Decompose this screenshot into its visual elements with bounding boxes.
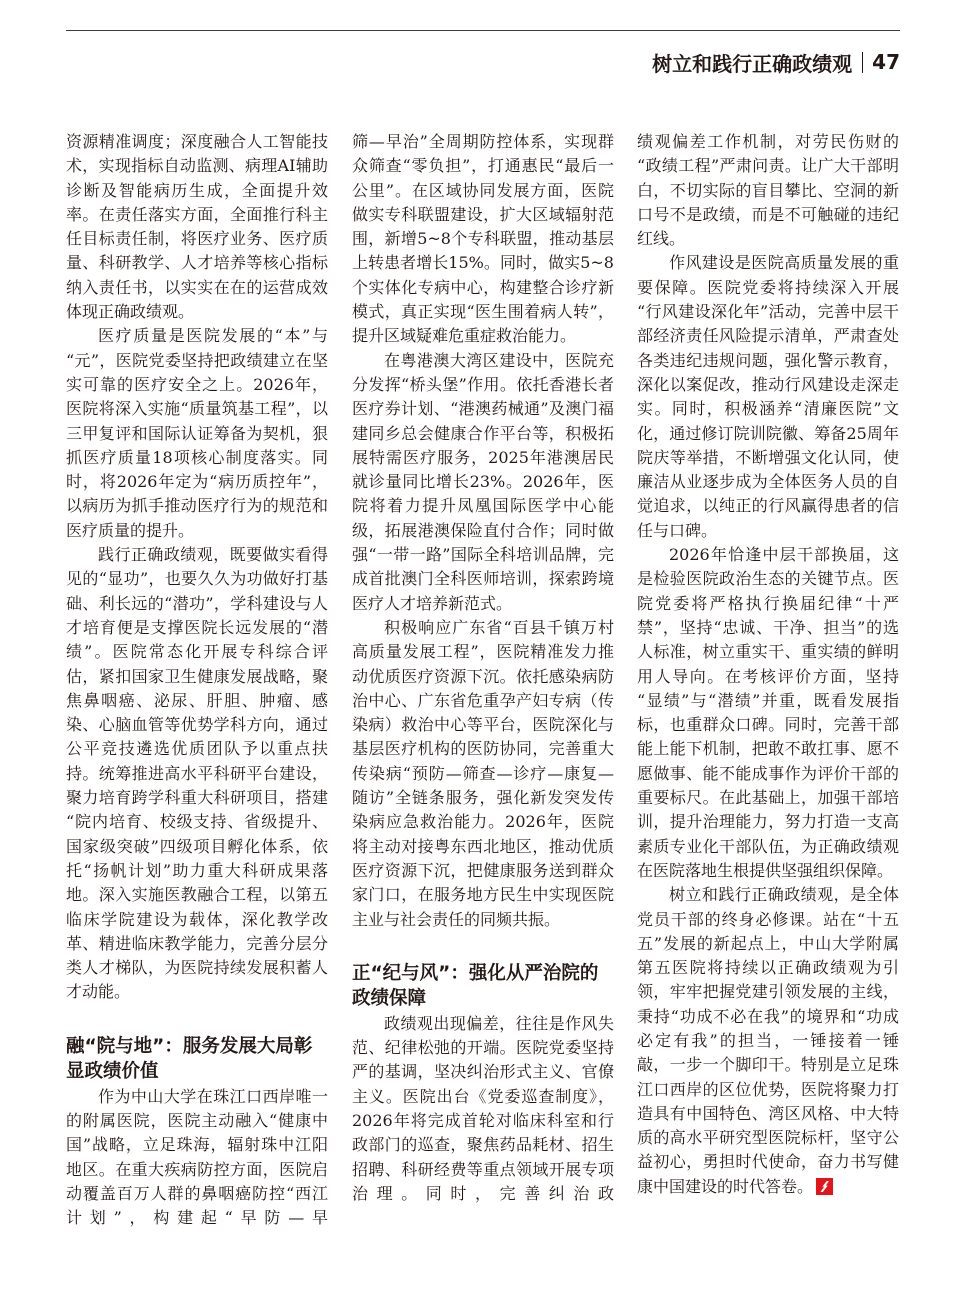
section-heading-line: 正“纪与风”：强化从严治院的 xyxy=(352,962,599,984)
section-heading xyxy=(66,1034,328,1084)
section-heading-line: 融“院与地”：服务发展大局彰 xyxy=(66,1035,313,1057)
article-column-3 xyxy=(637,130,899,1199)
body-paragraph: 积极响应广东省“百县千镇万村高质量发展工程”，医院精准发力推动优质医疗资源下沉。依托感染病防治中心、广东省危重孕产妇专病（传染病）救治中心等平台，医院深化与基层医疗机构的医防协同，完善重大传染病“预防—筛查—诊疗—康复—随访”全链条服务，强化新发突发传染病应急救治能力。2026年，医院将主动对接粤东西北地区，推动优质医疗资源下沉，把健康服务送到群众家门口，在服务地方民生中实现医院主业与社会责任的同频共振。 xyxy=(352,617,614,929)
body-paragraph: 筛—早治”全周期防控体系，实现群众筛查“零负担”，打通惠民“最后一公里”。在区域协同发展方面，医院做实专科联盟建设，扩大区域辐射范围，新增5~8个专科联盟，推动基层上转患者增长15%。同时，做实5~8个实体化专病中心，构建整合诊疗新模式，真正实现“医生围着病人转”，提升区域疑难危重症救治能力。 xyxy=(352,132,614,346)
body-paragraph: 政绩观出现偏差，往往是作风失范、纪律松弛的开端。医院党委坚持严的基调，坚决纠治形式主义、官僚主义。医院出台《党委巡查制度》，2026年将完成首轮对临床科室和行政部门的巡查，聚焦药品耗材、招生招聘、科研经费等重点领域开展专项治理。同时，完善纠治政 xyxy=(352,1013,614,1203)
body-paragraph: 践行正确政绩观，既要做实看得见的“显功”，也要久久为功做好打基础、利长远的“潜功”，学科建设与人才培育便是支撑医院长远发展的“潜绩”。医院常态化开展专科综合评估，紧扣国家卫生健康发展战略，聚焦鼻咽癌、泌尿、肝胆、肿瘤、感染、心脑血管等优势学科方向，通过公平竞技遴选优质团队予以重点扶持。统筹推进高水平科研平台建设，聚力培育跨学科重大科研项目，搭建“院内培育、校级支持、省级提升、国家级突破”四级项目孵化体系，依托“扬帆计划”助力重大科研成果落地。深入实施医教融合工程，以第五临床学院建设为载体，深化教学改革、精进临床教学能力，完善分层分类人才梯队，为医院持续发展积蓄人才动能。 xyxy=(66,545,328,1002)
page-number: 47 xyxy=(872,50,900,74)
body-paragraph: 资源精准调度；深度融合人工智能技术，实现指标自动监测、病理AI辅助诊断及智能病历生成，全面提升效率。在责任落实方面，全面推行科主任目标责任制，将医疗业务、医疗质量、科研教学、人才培养等核心指标纳入责任书，以实实在在的运营成效体现正确政绩观。 xyxy=(66,132,328,322)
body-paragraph: 2026年恰逢中层干部换届，这是检验医院政治生态的关键节点。医院党委将严格执行换届纪律“十严禁”，坚持“忠诚、干净、担当”的选人标准，树立重实干、重实绩的鲜明用人导向。在考核评价方面，坚持“显绩”与“潜绩”并重，既看发展指标，也重群众口碑。同时，完善干部能上能下机制，把敢不敢扛事、愿不愿做事、能不能成事作为评价干部的重要标尺。在此基础上，加强干部培训，提升治理能力，努力打造一支高素质专业化干部队伍，为正确政绩观在医院落地生根提供坚强组织保障。 xyxy=(637,545,899,880)
article-column-2 xyxy=(352,130,614,1206)
article-column-1 xyxy=(66,130,328,1230)
body-paragraph: 在粤港澳大湾区建设中，医院充分发挥“桥头堡”作用。依托香港长者医疗券计划、“港澳药械通”及澳门福建同乡总会健康合作平台等，积极拓展特需医疗服务，2025年港澳居民就诊量同比增长23%。2026年，医院将着力提升凤凰国际医学中心能级，拓展港澳保险直付合作；同时做强“一带一路”国际全科培训品牌，完成首批澳门全科医师培训，探索跨境医疗人才培养新范式。 xyxy=(352,350,614,613)
body-paragraph: 作为中山大学在珠江口西岸唯一的附属医院，医院主动融入“健康中国”战略，立足珠海，辐射珠中江阳地区。在重大疾病防控方面，医院启动覆盖百万人群的鼻咽癌防控“西江计划”，构建起“早防—早 xyxy=(66,1086,328,1228)
body-paragraph: 绩观偏差工作机制，对劳民伤财的“政绩工程”严肃问责。让广大干部明白，不切实际的盲目攀比、空洞的新口号不是政绩，而是不可触碰的违纪红线。 xyxy=(637,132,899,249)
body-paragraph: 医疗质量是医院发展的“本”与“元”，医院党委坚持把政绩建立在坚实可靠的医疗安全之上。2026年，医院将深入实施“质量筑基工程”，以三甲复评和国际认证筹备为契机，狠抓医疗质量18项核心制度落实。同时，将2026年定为“病历质控年”，以病历为抓手推动医疗行为的规范和医疗质量的提升。 xyxy=(66,326,328,540)
header-rule xyxy=(66,30,900,31)
end-mark-icon xyxy=(816,1178,833,1195)
section-title: 树立和践行正确政绩观 xyxy=(652,51,853,76)
section-heading xyxy=(352,961,614,1011)
header-divider xyxy=(862,52,863,73)
section-heading-line: 显政绩价值 xyxy=(66,1060,159,1082)
closing-paragraph xyxy=(637,883,899,1199)
section-heading-line: 政绩保障 xyxy=(352,987,427,1009)
closing-paragraph-text: 树立和践行正确政绩观，是全体党员干部的终身必修课。站在“十五五”发展的新起点上，中山大学附属第五医院将持续以正确政绩观为引领，牢牢把握党建引领发展的主线，秉持“功成不必在我”的境界和“功成必定有我”的担当，一锤接着一锤敲，一步一个脚印干。特别是立足珠江口西岸的区位优势，医院将聚力打造具有中国特色、湾区风格、中大特质的高水平研究型医院标杆，坚守公益初心，勇担时代使命，奋力书写健康中国建设的时代答卷。 xyxy=(637,885,899,1196)
running-head xyxy=(652,49,900,75)
body-paragraph: 作风建设是医院高质量发展的重要保障。医院党委将持续深入开展“行风建设深化年”活动，完善中层干部经济责任风险提示清单，严肃查处各类违纪违规问题，强化警示教育，深化以案促改，推动行风建设走深走实。同时，积极涵养“清廉医院”文化，通过修订院训院徽、筹备25周年院庆等举措，不断增强文化认同，使廉洁从业逐步成为全体医务人员的自觉追求，以纯正的行风赢得患者的信任与口碑。 xyxy=(637,253,899,540)
